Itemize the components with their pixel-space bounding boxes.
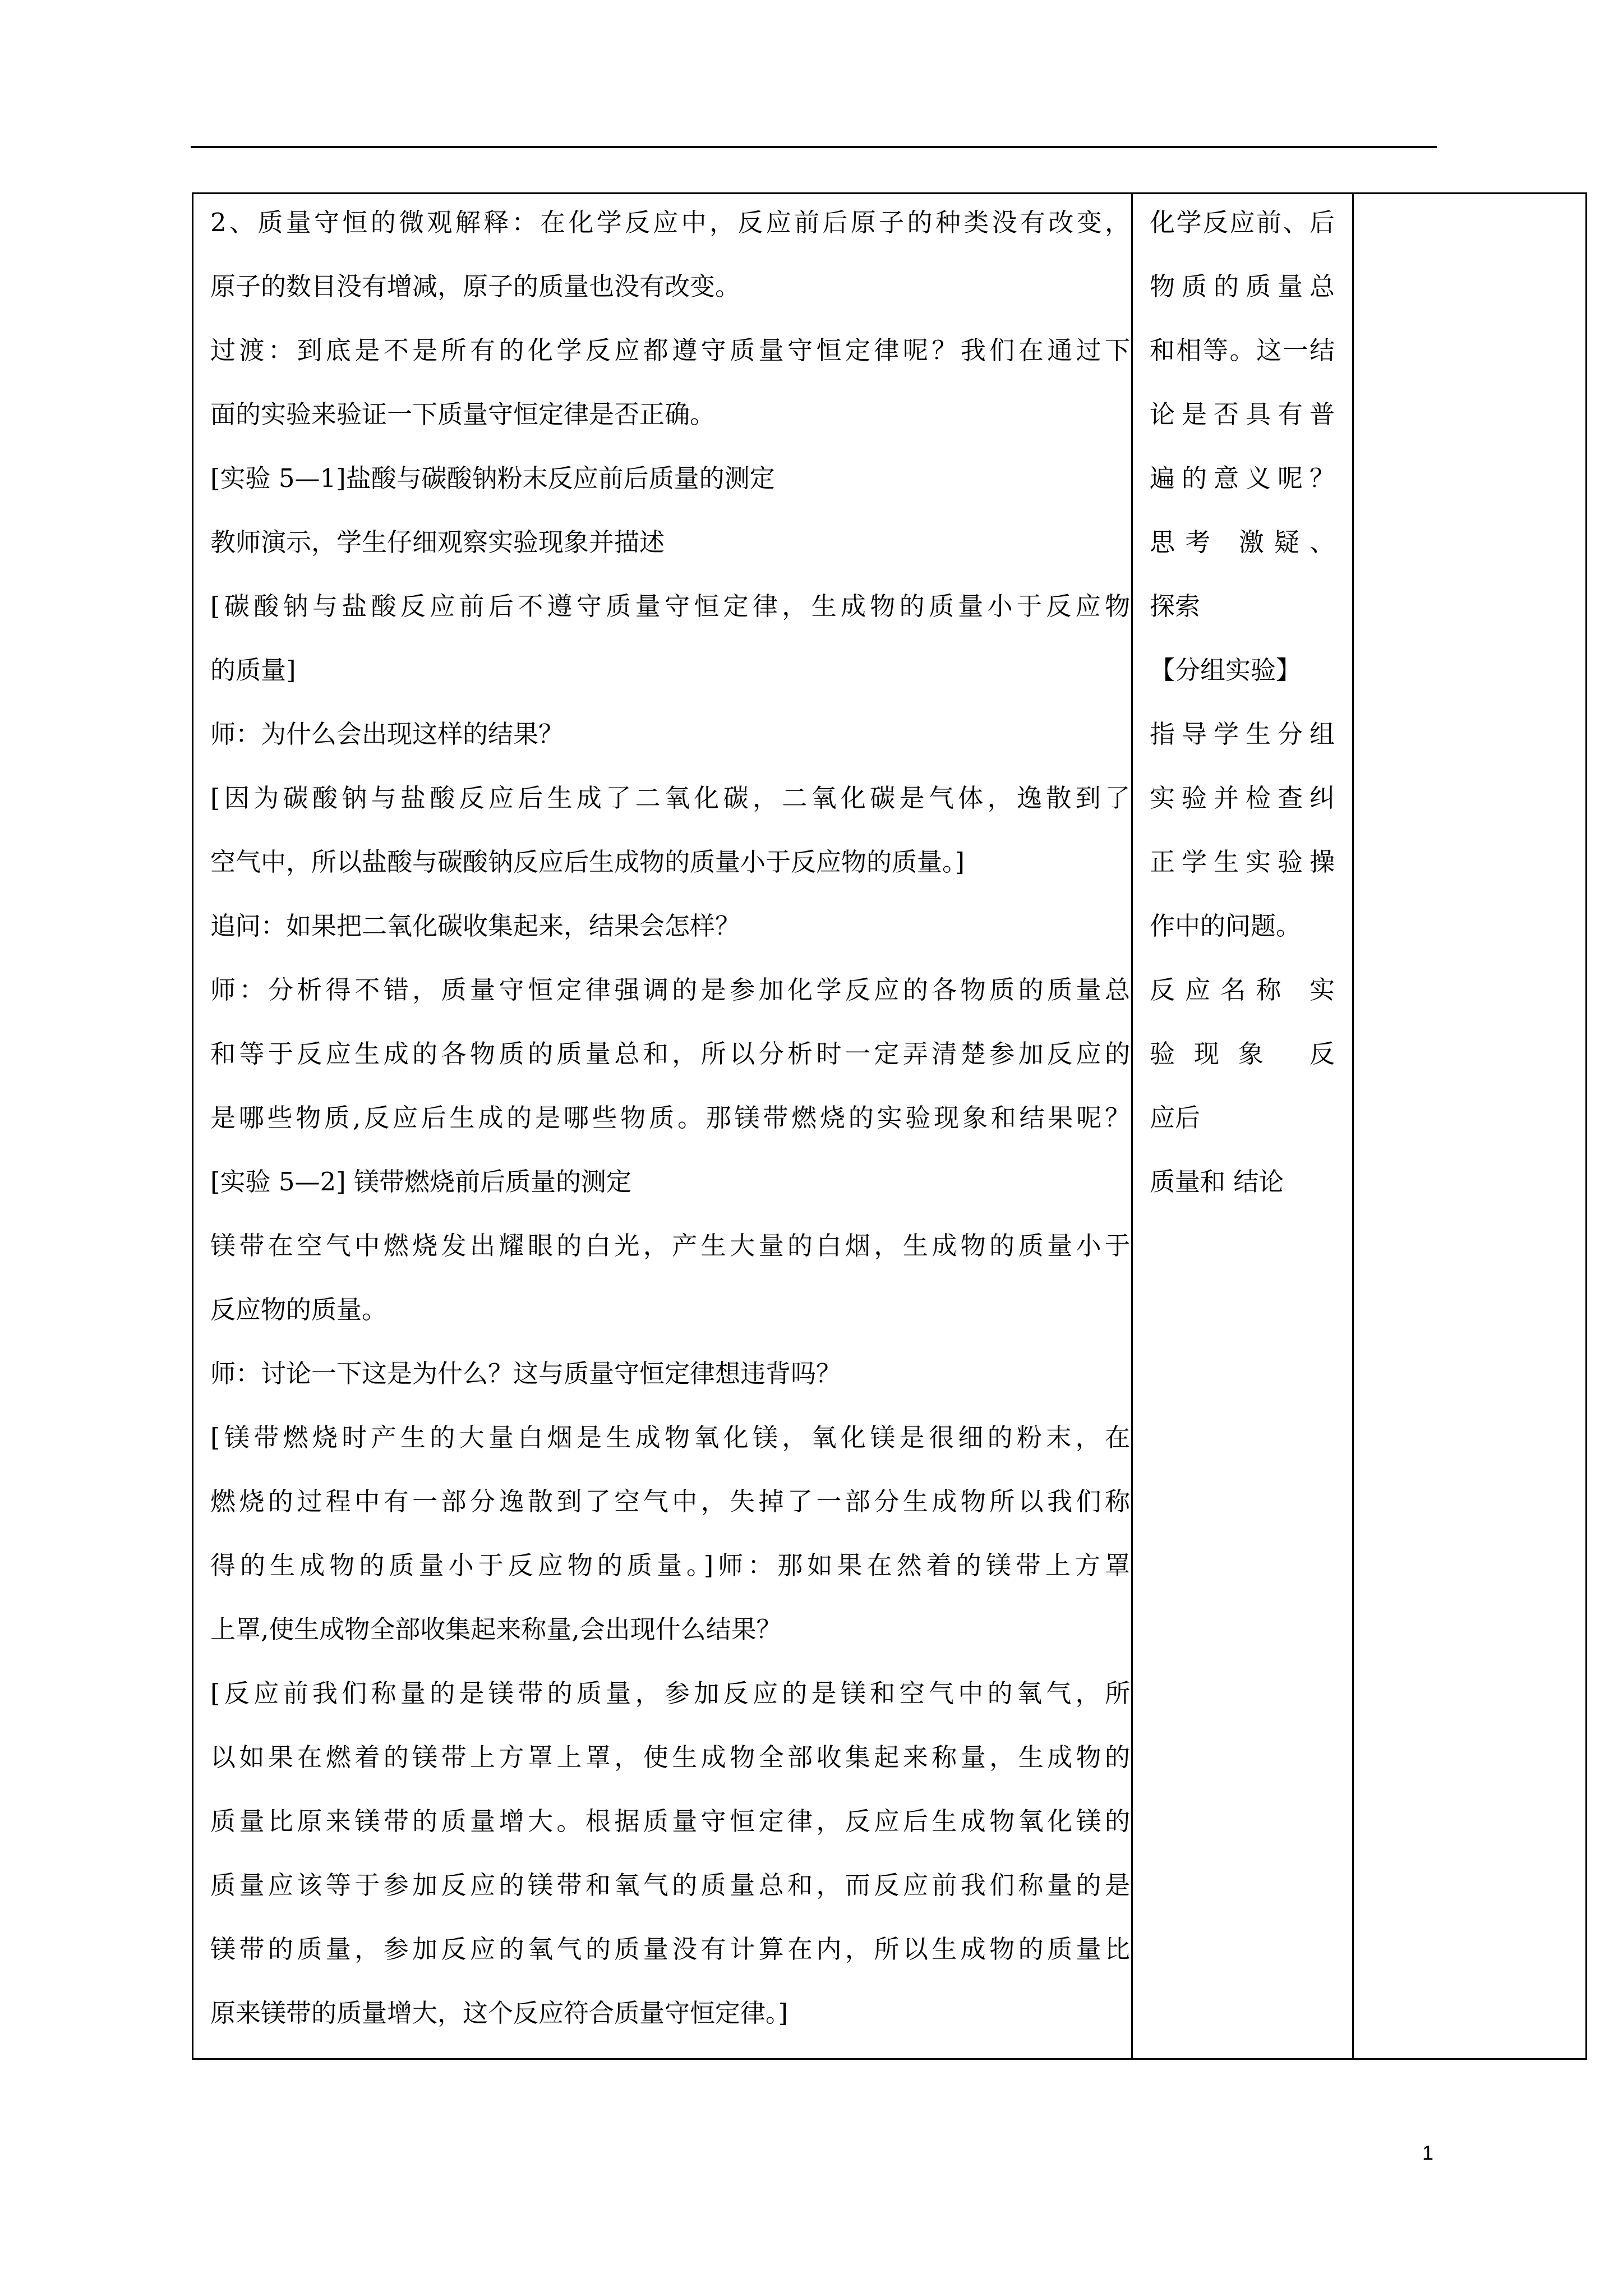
design-note-line: 化学反应前、后 [1150, 208, 1335, 237]
content-line: 和等于反应生成的各物质的质量总和，所以分析时一定弄清楚参加反应的 [210, 1039, 1130, 1069]
content-line: 原来镁带的质量增大，这个反应符合质量守恒定律。] [210, 1998, 789, 2028]
design-note-line: 应后 [1150, 1103, 1201, 1133]
design-note-line: 和相等。这一结 [1150, 335, 1335, 365]
teaching-content-column [210, 206, 1130, 2061]
content-line: 是哪些物质,反应后生成的是哪些物质。那镁带燃烧的实验现象和结果呢？ [210, 1103, 1130, 1133]
content-line: 追问：如果把二氧化碳收集起来，结果会怎样？ [210, 911, 741, 941]
content-line: 面的实验来验证一下质量守恒定律是否正确。 [210, 399, 716, 429]
content-line: 师：分析得不错，质量守恒定律强调的是参加化学反应的各物质的质量总 [210, 975, 1130, 1005]
design-note-line: 探索 [1150, 591, 1201, 621]
design-note-line: 思考 激疑、 [1150, 527, 1335, 557]
content-line: 原子的数目没有增减，原子的质量也没有改变。 [210, 272, 741, 301]
content-line: [反应前我们称量的是镁带的质量，参加反应的是镁和空气中的氧气，所 [210, 1678, 1130, 1708]
content-line: [碳酸钠与盐酸反应前后不遵守质量守恒定律，生成物的质量小于反应物 [210, 591, 1130, 621]
content-line: 2、质量守恒的微观解释：在化学反应中，反应前后原子的种类没有改变， [210, 208, 1130, 237]
content-line: [镁带燃烧时产生的大量白烟是生成物氧化镁，氧化镁是很细的粉末，在 [210, 1423, 1130, 1452]
design-note-line: 【分组实验】 [1150, 655, 1302, 685]
design-note-line: 论是否具有普 [1150, 399, 1335, 429]
column-divider-1 [1131, 194, 1133, 2058]
content-line: 师：为什么会出现这样的结果？ [210, 719, 564, 749]
design-note-line: 作中的问题。 [1150, 911, 1302, 941]
content-line: 质量比原来镁带的质量增大。根据质量守恒定律，反应后生成物氧化镁的 [210, 1806, 1130, 1836]
content-line: 过渡：到底是不是所有的化学反应都遵守质量守恒定律呢？我们在通过下 [210, 335, 1130, 365]
content-line: 上罩,使生成物全部收集起来称量,会出现什么结果？ [210, 1614, 782, 1644]
content-line: [实验 5—2] 镁带燃烧前后质量的测定 [210, 1167, 631, 1197]
content-line: 燃烧的过程中有一部分逸散到了空气中，失掉了一部分生成物所以我们称 [210, 1487, 1130, 1516]
notes-column [1354, 194, 1585, 2058]
page-number: 1 [1422, 2141, 1434, 2164]
content-line: 空气中，所以盐酸与碳酸钠反应后生成物的质量小于反应物的质量。] [210, 847, 965, 877]
design-note-line: 正学生实验操 [1150, 847, 1335, 877]
content-line: 的质量] [210, 655, 296, 685]
content-line: 教师演示，学生仔细观察实验现象并描述 [210, 527, 665, 557]
content-line: 以如果在燃着的镁带上方罩上罩，使生成物全部收集起来称量，生成物的 [210, 1742, 1130, 1772]
design-intent-column [1150, 206, 1335, 1230]
design-note-line: 质量和 结论 [1150, 1167, 1284, 1197]
design-note-line: 物质的质量总 [1150, 272, 1335, 301]
content-line: 镁带在空气中燃烧发出耀眼的白光，产生大量的白烟，生成物的质量小于 [210, 1231, 1130, 1260]
design-note-line: 反应名称 实 [1150, 975, 1335, 1005]
content-line: 反应物的质量。 [210, 1295, 388, 1324]
content-line: 得的生成物的质量小于反应物的质量。]师：那如果在然着的镁带上方罩 [210, 1550, 1130, 1580]
content-line: [实验 5—1]盐酸与碳酸钠粉末反应前后质量的测定 [210, 463, 775, 493]
design-note-line: 验现象 反 [1150, 1039, 1335, 1069]
design-note-line: 遍的意义呢？ [1150, 463, 1335, 493]
design-note-line: 指导学生分组 [1150, 719, 1335, 749]
content-line: 镁带的质量，参加反应的氧气的质量没有计算在内，所以生成物的质量比 [210, 1934, 1130, 1964]
design-note-line: 实验并检查纠 [1150, 783, 1335, 813]
content-line: 质量应该等于参加反应的镁带和氧气的质量总和，而反应前我们称量的是 [210, 1870, 1130, 1900]
content-line: [因为碳酸钠与盐酸反应后生成了二氧化碳，二氧化碳是气体，逸散到了 [210, 783, 1130, 813]
lesson-table [192, 192, 1587, 2060]
content-line: 师：讨论一下这是为什么？这与质量守恒定律想违背吗？ [210, 1359, 842, 1388]
header-rule [191, 146, 1437, 148]
